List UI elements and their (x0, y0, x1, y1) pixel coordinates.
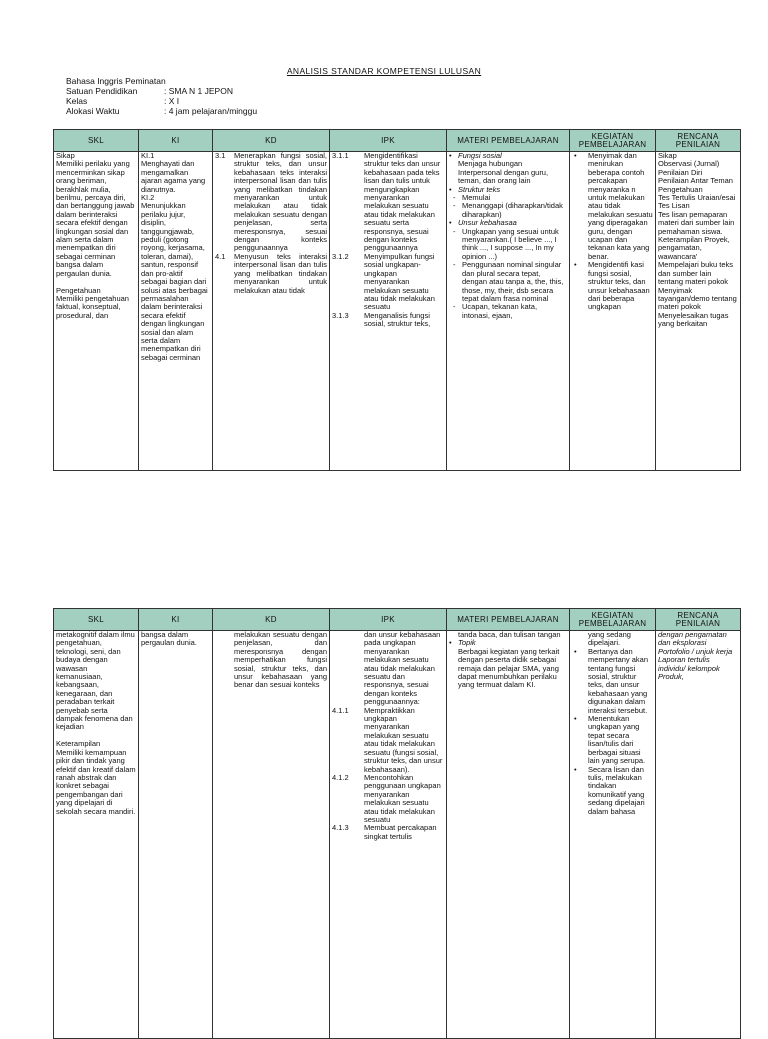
meta-value: : SMA N 1 JEPON (164, 86, 233, 96)
bullet-icon (449, 648, 458, 690)
ipk-item (332, 312, 444, 329)
kd-number: 4.1 (215, 251, 226, 261)
ipk-number: 3.1.2 (332, 251, 349, 261)
ipk-number: 4.1.3 (332, 823, 349, 833)
meta-key: Satuan Pendidikan (66, 86, 138, 96)
kegiatan-item (572, 261, 653, 311)
cell-rencana (656, 631, 741, 1039)
skl-table-page1 (53, 129, 741, 471)
cell-rencana (656, 152, 741, 471)
materi-item (449, 261, 567, 303)
ipk-number: 4.1.1 (332, 705, 349, 715)
kegiatan-text: Bertanya dan mempertany akan tentang fungsi sosial, struktur teks, dan unsur kebahasaan yang digunakan dalam interaksi tersebut. (588, 646, 649, 715)
ipk-number (332, 631, 364, 707)
ipk-item (332, 707, 444, 774)
ki-text: bangsa dalam pergaulan dunia. (141, 630, 197, 648)
kd-text: melakukan sesuatu dengan penjelasan, dan meresponsnya dengan memperhatikan fungsi sosial, struktur teks, dan unsur kebahasaan yang benar dan sesuai konteks (234, 630, 327, 690)
kd-item (215, 631, 327, 690)
bullet-icon: • (574, 714, 577, 724)
kd-text: Menyusun teks interaksi interpersonal lisan dan tulis yang melibatkan tindakan menyarankan untuk melakukan atau tidak (234, 251, 327, 295)
bullet-icon (449, 160, 458, 185)
cell-skl (54, 631, 139, 1039)
cell-kegiatan (570, 152, 656, 471)
ipk-text: dan unsur kebahasaan pada ungkapan menyarankan melakukan sesuatu atau tidak melakukan sesuatu dan responsnya, sesuai dengan konteks penggunaannya: (364, 630, 441, 707)
kegiatan-text: Menentukan ungkapan yang tepat secara lisan/tulis dari berbagai situasi lain yang serupa. (588, 714, 646, 766)
header-kd: KD (213, 130, 330, 152)
ipk-item (332, 152, 444, 253)
materi-text: Topik (458, 638, 476, 648)
ki-text: KI.1 Menghayati dan mengamalkan ajaran agama yang dianutnya. KI.2 Menunjukkan perilaku jujur, disiplin, tanggungjawab, peduli (gotong royong, kerjasama, toleran, damai), santun, responsif dan pro-aktif sebagai bagian dari solusi atas berbagai permasalahan dalam berinteraksi secara efektif dengan lingkungan sosial dan alam serta dalam menempatkan diri sebagai cerminan (141, 151, 208, 362)
skl-text: Sikap Memiliki perilaku yang mencerminkan sikap orang beriman, berakhlak mulia, berilmu, percaya diri, dan bertanggung jawab dalam berinteraksi secara efektif dengan lingkungan sosial dan alam serta dalam menempatkan diri sebagai cerminan bangsa dalam pergaulan dunia. Pengetahuan Memiliki pengetahuan faktual, konseptual, prosedural, dan (56, 151, 135, 320)
ipk-text: Mengidentifikasi struktur teks dan unsur kebahasaan pada teks lisan dan tulis untuk mengungkapkan menyarankan melakukan sesuatu atau tidak melakukan sesuatu serta responsnya, sesuai dengan konteks penggunaannya (364, 151, 441, 253)
dash-icon: - (453, 226, 456, 236)
cell-materi (447, 631, 570, 1039)
kd-number: 3.1 (215, 151, 226, 160)
cell-ipk (330, 152, 447, 471)
dash-icon: - (453, 260, 456, 270)
header-skl: SKL (54, 130, 139, 152)
ipk-text: Menganalisis fungsi sosial, struktur teks, (364, 310, 431, 329)
meta-row-time (66, 106, 257, 116)
kd-text: Menerapkan fungsi sosial, struktur teks, dan unsur kebahasaan teks interaksi interpersonal lisan dan tulis yang melibatkan tindakan menyarankan untuk melakukan atau tidak melakukan sesuatu dengan penjelasan, serta meresponsnya, sesuai dengan konteks penggunaannya (234, 151, 327, 253)
cell-ki (139, 152, 213, 471)
kegiatan-text: Mengidentifi kasi fungsi sosial, struktur teks, dan unsur kebahasaan dari beberapa ungkapan (588, 260, 650, 312)
header-materi: MATERI PEMBELAJARAN (447, 130, 570, 152)
materi-item (449, 202, 567, 219)
header-ki: KI (139, 130, 213, 152)
document-title: ANALISIS STANDAR KOMPETENSI LULUSAN (286, 66, 482, 76)
ipk-text: Mempraktikkan ungkapan menyarankan melakukan sesuatu atau tidak melakukan sesuatu (fungsi sosial, struktur teks, dan unsur kebahasaan). (364, 705, 443, 774)
meta-row-class (66, 96, 257, 106)
cell-kd (213, 631, 330, 1039)
bullet-icon: • (574, 646, 577, 656)
meta-value: : X I (164, 96, 180, 106)
ipk-text: Membuat percakapan singkat tertulis (364, 823, 437, 841)
cell-skl (54, 152, 139, 471)
meta-value: : 4 jam pelajaran/minggu (164, 106, 258, 116)
kd-number (215, 631, 234, 690)
bullet-icon: • (449, 218, 452, 228)
ipk-number: 3.1.1 (332, 151, 349, 160)
skl-table-page2 (53, 608, 741, 1039)
rencana-text: Sikap Observasi (Jurnal) Penilaian Diri Penilaian Antar Teman Pengetahuan Tes Tertulis Uraian/esai Tes Lisan Tes lisan pemaparan materi dari sumber lain pemahaman siswa. Keterampilan Proyek, pengamatan, wawancara' Mempelajari buku teks dan sumber lain tentang materi pokok Menyimak tayangan/demo tentang materi pokok Menyelesaikan tugas yang berkaitan (658, 151, 737, 329)
cell-ki (139, 631, 213, 1039)
table-header-row (54, 609, 741, 631)
bullet-icon: • (574, 151, 577, 160)
header-ipk: IPK (330, 609, 447, 631)
bullet-icon: • (574, 764, 577, 774)
table-row (54, 631, 741, 1039)
header-materi: MATERI PEMBELAJARAN (447, 609, 570, 631)
bullet-icon: • (449, 151, 452, 160)
table-row (54, 152, 741, 471)
ipk-number: 3.1.3 (332, 310, 349, 320)
materi-text: Memulai (462, 193, 491, 203)
header-kegiatan: KEGIATAN PEMBELAJARAN (570, 130, 656, 152)
materi-item (449, 228, 567, 262)
subject-line: Bahasa Inggris Peminatan (66, 76, 166, 86)
kegiatan-item (572, 648, 653, 715)
bullet-icon: • (449, 184, 452, 194)
materi-text: Berbagai kegiatan yang terkait dengan peserta didik sebagai remaja dan pelajar SMA, yang dapat menumbuhkan perilaku yang termuat dalam KI. (458, 646, 560, 690)
header-rencana: RENCANA PENILAIAN (656, 130, 741, 152)
kegiatan-item (572, 766, 653, 816)
ipk-item (332, 253, 444, 312)
meta-key: Alokasi Waktu (66, 106, 120, 116)
dash-icon: - (453, 302, 456, 312)
rencana-text: dengan pengamatan dan eksplorasi Portofolio / unjuk kerja Laporan tertulis individu/ kelompok Produk, (658, 630, 733, 682)
meta-key: Kelas (66, 96, 88, 106)
header-kegiatan: KEGIATAN PEMBELAJARAN (570, 609, 656, 631)
ipk-item (332, 774, 444, 824)
document-meta (66, 76, 257, 116)
materi-text: Menjaga hubungan Interpersonal dengan guru, teman, dan orang lain (458, 159, 549, 186)
materi-text: Ucapan, tekanan kata, intonasi, ejaan, (462, 302, 538, 320)
kegiatan-text: yang sedang dipelajari. (588, 630, 631, 648)
bullet-icon: • (449, 638, 452, 648)
skl-text: metakognitif dalam ilmu pengetahuan, teknologi, seni, dan budaya dengan wawasan kemanusiaan, kebangsaan, kenegaraan, dan peradaban terkait penyebab serta dampak fenomena dan kejadian Keterampilan Memiliki kemampuan pikir dan tindak yang efektif dan kreatif dalam ranah abstrak dan konkret sebagai pengembangan dari yang dipelajari di sekolah secara mandiri. (56, 630, 136, 816)
header-kd: KD (213, 609, 330, 631)
header-ipk: IPK (330, 130, 447, 152)
table-header-row (54, 130, 741, 152)
bullet-icon: • (574, 260, 577, 270)
kegiatan-item (572, 715, 653, 765)
materi-text: Menanggapi (diharapkan/tidak diharapkan) (462, 201, 563, 219)
materi-text: Penggunaan nominal singular dan plural secara tepat, dengan atau tanpa a, the, this, those, my, their, dsb secara tepat dalam frasa nominal (462, 260, 564, 303)
bullet-icon (572, 631, 588, 648)
cell-ipk (330, 631, 447, 1039)
materi-item (449, 160, 567, 185)
cell-kd (213, 152, 330, 471)
materi-text: Struktur teks (458, 184, 501, 194)
dash-icon: - (453, 201, 456, 211)
dash-icon: - (453, 193, 456, 203)
ipk-text: Mencontohkan penggunaan ungkapan menyarankan melakukan sesuatu atau tidak melakukan sesuatu (364, 772, 441, 824)
cell-materi (447, 152, 570, 471)
header-skl: SKL (54, 609, 139, 631)
kd-item (215, 152, 327, 253)
ipk-text: Menyimpulkan fungsi sosial ungkapan-ungkapan menyarankan melakukan sesuatu atau tidak melakukan sesuatu (364, 251, 435, 312)
materi-text: Fungsi sosial (458, 151, 502, 160)
header-rencana: RENCANA PENILAIAN (656, 609, 741, 631)
materi-text: tanda baca, dan tulisan tangan (458, 630, 561, 639)
meta-row-school (66, 86, 257, 96)
materi-item (449, 303, 567, 320)
cell-kegiatan (570, 631, 656, 1039)
materi-text: Ungkapan yang sesuai untuk menyarankan.( I believe ..., I think ..., I suppose ..., In my opinion ...) (462, 226, 559, 261)
ipk-item (332, 631, 444, 707)
kegiatan-text: Menyimak dan menirukan beberapa contoh percakapan menyaranka n untuk melakukan atau tidak melakukan sesuatu yang diperagakan guru, dengan ucapan dan tekanan kata yang benar. (588, 151, 653, 261)
ipk-item (332, 824, 444, 841)
header-ki: KI (139, 609, 213, 631)
materi-text: Unsur kebahasaa (458, 218, 517, 228)
ipk-number: 4.1.2 (332, 772, 349, 782)
kegiatan-text: Secara lisan dan tulis, melakukan tindakan komunikatif yang sedang dipelajari dalam bahasa (588, 764, 645, 816)
materi-item (449, 648, 567, 690)
kegiatan-item (572, 631, 653, 648)
kd-item (215, 253, 327, 295)
kegiatan-item (572, 152, 653, 261)
